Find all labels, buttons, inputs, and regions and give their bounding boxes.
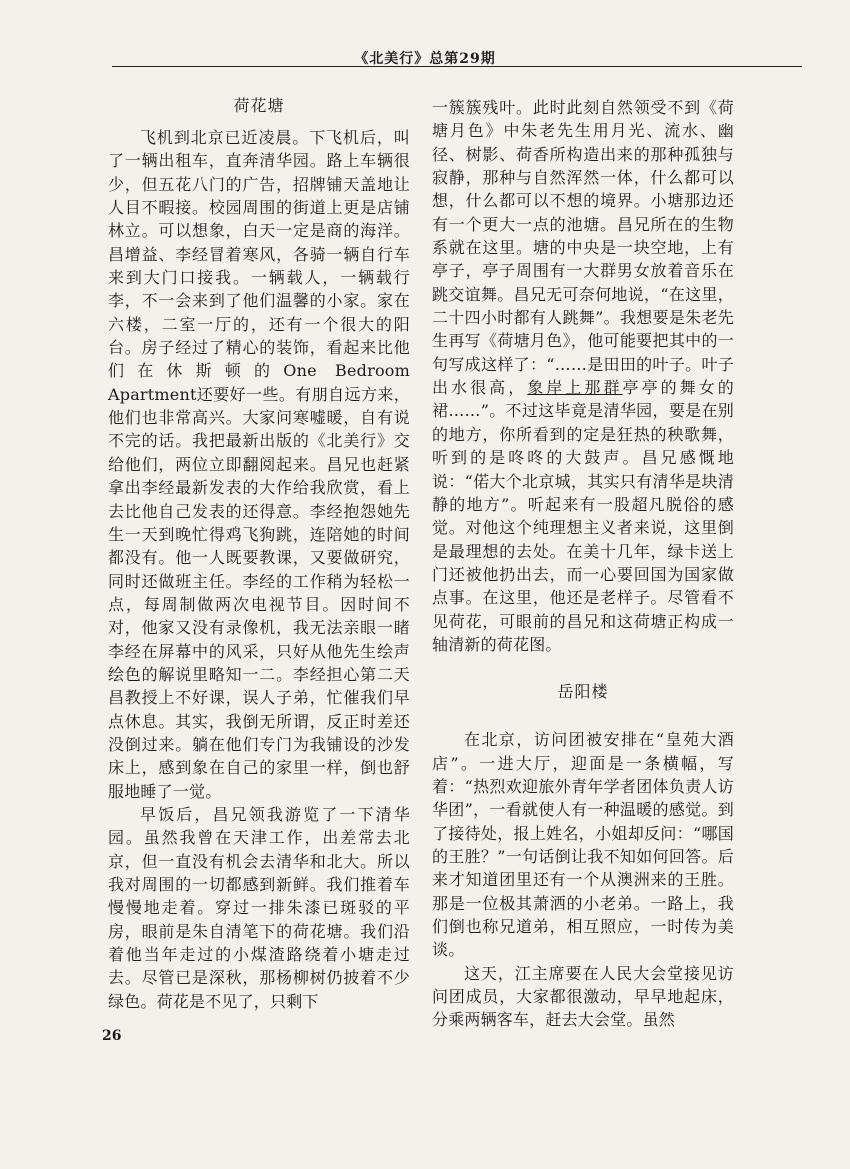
- article-title-lotus-pond: 荷花塘: [233, 96, 285, 115]
- page-number: 26: [102, 1028, 122, 1044]
- underlined-text: 象岸上那群: [527, 378, 623, 398]
- right-column: [432, 96, 734, 1032]
- paragraph-continued: [432, 96, 734, 656]
- paragraph: 在北京，访问团被安排在“皇苑大酒店”。一进大厅，迎面是一条横幅，写着：“热烈欢迎旅外青年学者团体负责人访华团”，一看就使人有一种温暖的感觉。到了接待处，报上姓名，小姐却反问：“哪国的王胜？”一句话倒让我不知如何回答。后来才知道团里还有一个从澳洲来的王胜。那是一位极其萧洒的小老弟。一路上，我们倒也称兄道弟，相互照应，一时传为美谈。: [432, 730, 734, 960]
- paragraph: 这天，江主席要在人民大会堂接见访问团成员，大家都很激动，早早地起床，分乘两辆客车，赶去大会堂。虽然: [432, 963, 734, 1030]
- header-rule: [112, 66, 802, 67]
- paragraph-text: 一簇簇残叶。此时此刻自然领受不到《荷塘月色》中朱老先生用月光、流水、幽径、树影、荷香所构造出来的那种孤独与寂静，那种与自然浑然一体，什么都可以想，什么都可以不想的境界。小塘那边还有一个更大一点的池塘。昌兄所在的生物系就在这里。塘的中央是一块空地，上有亭子，亭子周围有一大群男女放着音乐在跳交谊舞。昌兄无可奈何地说，“在这里，二十四小时都有人跳舞”。我想要是朱老先生再写《荷塘月色》，他可能要把其中的一句写成这样了：“……是田田的叶子。叶子出水很高，: [432, 98, 734, 398]
- journal-header: 《北美行》总第29期: [354, 51, 496, 67]
- paragraph-text: 亭亭的舞女的裙……”。不过这毕竟是清华园，要是在别的地方，你所看到的定是狂热的秧歌舞，听到的是咚咚的大鼓声。昌兄感慨地说：“偌大个北京城，其实只有清华是块清静的地方”。听起来有一股超凡脱俗的感觉。对他这个纯理想主义者来说，这里倒是最理想的去处。在美十几年，绿卡送上门还被他扔出去，而一心要回国为国家做点事。在这里，他还是老样子。尽管看不见荷花，可眼前的昌兄和这荷塘正构成一轴清新的荷花图。: [432, 378, 734, 654]
- left-column: [108, 96, 410, 1013]
- paragraph: 飞机到北京已近凌晨。下飞机后，叫了一辆出租车，直奔清华园。路上车辆很少，但五花八门的广告，招牌铺天盖地让人目不暇接。校园周围的街道上更是店铺林立。可以想象，白天一定是商的海洋。昌增益、李经冒着寒风，各骑一辆自行车来到大门口接我。一辆载人，一辆载行李，不一会来到了他们温馨的小家。家在六楼，二室一厅的，还有一个很大的阳台。房子经过了精心的装饰，看起来比他们在休斯顿的One Bedroom Apartment还要好一些。有朋自远方来，他们也非常高兴。大家问寒嘘暖，自有说不完的话。我把最新出版的《北美行》交给他们，两位立即翻阅起来。昌兄也赶紧拿出李经最新发表的大作给我欣赏，看上去比他自己发表的还得意。李经抱怨她先生一天到晚忙得鸡飞狗跳，连陪她的时间都没有。他一人既要教课，又要做研究，同时还做班主任。李经的工作稍为轻松一点，每周制做两次电视节目。因时间不对，他家又没有录像机，我无法亲眼一睹李经在屏幕中的风采，只好从他先生绘声绘色的解说里略知一二。李经担心第二天昌教授上不好课，误人子弟，忙催我们早点休息。其实，我倒无所谓，反正时差还没倒过来。躺在他们专门为我铺设的沙发床上，感到象在自己的家里一样，倒也舒服地睡了一觉。: [108, 128, 410, 801]
- paragraph: 早饭后，昌兄领我游览了一下清华园。虽然我曾在天津工作，出差常去北京，但一直没有机会去清华和北大。所以我对周围的一切都感到新鲜。我们推着车慢慢地走着。穿过一排朱漆已斑驳的平房，眼前是朱自清笔下的荷花塘。我们沿着他当年走过的小煤渣路绕着小塘走过去。尽管已是深秋，那杨柳树仍披着不少绿色。荷花是不见了，只剩下: [108, 804, 410, 1011]
- article-title-yueyang-tower: 岳阳楼: [557, 682, 609, 702]
